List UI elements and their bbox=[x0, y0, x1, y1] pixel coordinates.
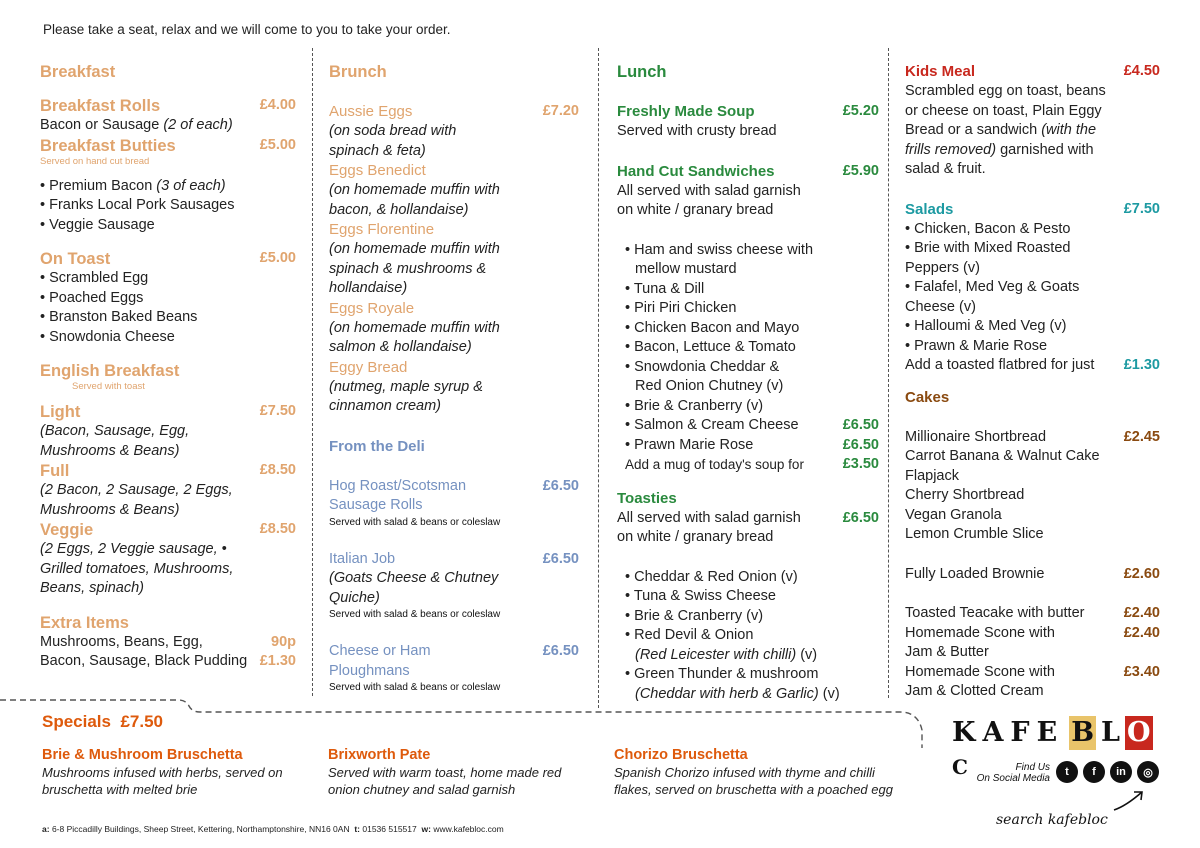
brownie-price: £2.60 bbox=[1123, 565, 1160, 582]
list-item: • Tuna & Dill bbox=[625, 280, 705, 297]
aussie-eggs-desc: (on soda bread with spinach & feta) bbox=[329, 123, 457, 159]
list-item: • Green Thunder & mushroom bbox=[625, 666, 819, 682]
on-toast-name: On Toast bbox=[40, 250, 111, 268]
soup-mug-item: Add a mug of today's soup for bbox=[625, 457, 804, 472]
list-item: • Cheddar & Red Onion (v) bbox=[625, 568, 798, 585]
kids-salads-cakes-column bbox=[905, 62, 1160, 702]
prawn-price: £6.50 bbox=[842, 436, 879, 453]
list-item: • Piri Piri Chicken bbox=[625, 300, 737, 316]
hog-roast-sub: Served with salad & beans or coleslaw bbox=[329, 516, 501, 528]
list-item: • Snowdonia Cheddar & bbox=[625, 358, 780, 375]
address: 6-8 Piccadilly Buildings, Sheep Street, Kettering, Northamptonshire, NN16 0AN bbox=[51, 824, 350, 834]
on-toast-price: £5.00 bbox=[259, 250, 296, 266]
light-name: Light bbox=[40, 403, 81, 421]
list-item: • Tuna & Swiss Cheese bbox=[625, 588, 776, 604]
breakfast-butties-price: £5.00 bbox=[259, 136, 296, 153]
linkedin-icon[interactable]: in bbox=[1110, 761, 1132, 783]
social-media-label: On Social Media bbox=[976, 773, 1050, 784]
scone-butter-item: Homemade Scone with Jam & Butter bbox=[905, 624, 1055, 660]
eggs-florentine-desc: (on homemade muffin with spinach & mushrooms & hollandaise) bbox=[329, 241, 500, 296]
list-item: mellow mustard bbox=[635, 261, 737, 277]
teacake-item: Toasted Teacake with butter bbox=[905, 605, 1085, 621]
instagram-icon[interactable]: ◎ bbox=[1137, 761, 1159, 783]
eggs-benedict-name: Eggs Benedict bbox=[329, 162, 426, 179]
eggs-florentine-name: Eggs Florentine bbox=[329, 221, 435, 238]
divider-2 bbox=[598, 48, 599, 708]
brownie-item: Fully Loaded Brownie bbox=[905, 565, 1045, 582]
kids-meal-desc: Scrambled egg on toast, beans or cheese on toast, Plain Eggy Bread or a sandwich bbox=[905, 83, 1106, 138]
prawn-item: • Prawn Marie Rose bbox=[625, 436, 754, 453]
divider-1 bbox=[312, 48, 313, 696]
list-item: • Branston Baked Beans bbox=[40, 309, 198, 325]
footer: a: 6-8 Piccadilly Buildings, Sheep Street, Kettering, Northamptonshire, NN16 0AN t: 01536 515517 w: www.kafebloc.com bbox=[42, 824, 504, 834]
cake-item: Millionaire Shortbread bbox=[905, 428, 1047, 445]
aussie-eggs-name: Aussie Eggs bbox=[329, 103, 413, 120]
english-breakfast-sub: Served with toast bbox=[72, 381, 145, 392]
soup-desc: Served with crusty bread bbox=[617, 123, 777, 139]
scone-butter-price: £2.40 bbox=[1123, 624, 1160, 641]
english-breakfast-name: English Breakfast bbox=[40, 362, 180, 380]
kids-meal-desc-2: garnished with salad & fruit. bbox=[905, 141, 1094, 177]
breakfast-column bbox=[40, 62, 296, 672]
extra-line-1: Mushrooms, Beans, Egg, bbox=[40, 633, 203, 650]
brunch-title: Brunch bbox=[329, 63, 387, 81]
list-item: • Franks Local Pork Sausages bbox=[40, 197, 235, 213]
social-block bbox=[968, 762, 1153, 784]
hog-roast-price: £6.50 bbox=[542, 477, 579, 494]
scone-cream-price: £3.40 bbox=[1123, 663, 1160, 680]
breakfast-rolls-desc-it: (2 of each) bbox=[163, 117, 233, 133]
arrow-icon bbox=[1112, 788, 1148, 814]
specials-price: £7.50 bbox=[120, 712, 163, 731]
salmon-item: • Salmon & Cream Cheese bbox=[625, 417, 799, 433]
light-price: £7.50 bbox=[259, 403, 296, 419]
find-us-label: Find Us bbox=[1015, 762, 1050, 773]
sandwiches-price: £5.90 bbox=[842, 162, 879, 179]
salads-name: Salads bbox=[905, 200, 954, 218]
intro-text: Please take a seat, relax and we will come to you to take your order. bbox=[43, 22, 451, 37]
breakfast-rolls-desc: Bacon or Sausage bbox=[40, 117, 160, 133]
veggie-desc: (2 Eggs, 2 Veggie sausage, • Grilled tomatoes, Mushrooms, Beans, spinach) bbox=[40, 541, 234, 596]
extra-price-1: 90p bbox=[271, 633, 296, 650]
kafe-bloc-logo: K A F E B L OC bbox=[952, 717, 1151, 779]
facebook-icon[interactable]: f bbox=[1083, 761, 1105, 783]
deli-title: From the Deli bbox=[329, 437, 425, 455]
extra-price-2: £1.30 bbox=[259, 653, 296, 669]
eggy-bread-desc: (nutmeg, maple syrup & cinnamon cream) bbox=[329, 378, 483, 414]
hog-roast-name: Hog Roast/Scotsman Sausage Rolls bbox=[329, 477, 467, 513]
list-item: • Brie with Mixed Roasted Peppers (v) bbox=[905, 240, 1071, 276]
list-item: • Falafel, Med Veg & Goats Cheese (v) bbox=[905, 279, 1080, 315]
eggs-royale-name: Eggs Royale bbox=[329, 299, 415, 317]
list-item: • Veggie Sausage bbox=[40, 216, 155, 233]
special-item: Chorizo Bruschetta Spanish Chorizo infused with thyme and chilli flakes, served on bruschetta with a poached egg bbox=[614, 747, 893, 797]
phone: 01536 515517 bbox=[362, 824, 417, 834]
soup-name: Freshly Made Soup bbox=[617, 103, 755, 120]
breakfast-rolls-price: £4.00 bbox=[259, 97, 296, 113]
list-item: • Red Devil & Onion bbox=[625, 627, 754, 643]
list-item: • Scrambled Egg bbox=[40, 270, 149, 286]
kids-meal-desc-it: (with the frills removed) bbox=[905, 122, 1097, 158]
cake-item: Cherry Shortbread bbox=[905, 487, 1025, 503]
light-desc: (Bacon, Sausage, Egg, Mushrooms & Beans) bbox=[40, 423, 190, 459]
cakes-price-1: £2.45 bbox=[1123, 428, 1160, 445]
flatbread-price: £1.30 bbox=[1123, 357, 1160, 373]
soup-price: £5.20 bbox=[842, 103, 879, 119]
cake-item: Carrot Banana & Walnut Cake bbox=[905, 448, 1100, 464]
extra-line-2: Bacon, Sausage, Black Pudding bbox=[40, 653, 248, 669]
full-desc: (2 Bacon, 2 Sausage, 2 Eggs, Mushrooms & Beans) bbox=[40, 482, 233, 518]
scone-cream-item: Homemade Scone with Jam & Clotted Cream bbox=[905, 663, 1055, 699]
website-link[interactable]: www.kafebloc.com bbox=[433, 824, 504, 834]
special-item: Brixworth Pate Served with warm toast, home made red onion chutney and salad garnish bbox=[328, 747, 562, 797]
special-item: Brie & Mushroom Bruschetta Mushrooms infused with herbs, served on bruschetta with melted brie bbox=[42, 747, 283, 797]
list-item: • Bacon, Lettuce & Tomato bbox=[625, 339, 796, 355]
list-item: • Poached Eggs bbox=[40, 289, 144, 306]
list-item: • Brie & Cranberry (v) bbox=[625, 397, 764, 414]
veggie-price: £8.50 bbox=[259, 521, 296, 537]
lunch-column bbox=[617, 62, 879, 704]
aussie-eggs-price: £7.20 bbox=[542, 103, 579, 119]
breakfast-butties-name: Breakfast Butties bbox=[40, 136, 176, 155]
search-kafebloc: search kafebloc bbox=[996, 812, 1108, 828]
list-item: • Brie & Cranberry (v) bbox=[625, 607, 764, 624]
teacake-price: £2.40 bbox=[1123, 605, 1160, 621]
italian-job-price: £6.50 bbox=[542, 550, 579, 567]
sandwiches-desc: All served with salad garnish on white / granary bread bbox=[617, 182, 801, 218]
toasties-price: £6.50 bbox=[842, 509, 879, 526]
specials-title: Specials £7.50 bbox=[42, 712, 163, 731]
lunch-title: Lunch bbox=[617, 63, 667, 81]
divider-3 bbox=[888, 48, 889, 698]
list-item: (Red Leicester with chilli) (v) bbox=[635, 646, 818, 663]
list-item: • Snowdonia Cheese bbox=[40, 328, 175, 345]
cake-item: Flapjack bbox=[905, 467, 959, 484]
cake-item: Vegan Granola bbox=[905, 506, 1002, 523]
veggie-name: Veggie bbox=[40, 521, 94, 539]
salmon-price: £6.50 bbox=[842, 417, 879, 433]
extra-items-name: Extra Items bbox=[40, 613, 129, 632]
italian-job-sub: Served with salad & beans or coleslaw bbox=[329, 609, 501, 620]
italian-job-name: Italian Job bbox=[329, 550, 396, 567]
ploughmans-name: Cheese or Ham Ploughmans bbox=[329, 643, 431, 679]
eggs-benedict-desc: (on homemade muffin with bacon, & hollandaise) bbox=[329, 182, 500, 218]
list-item: Red Onion Chutney (v) bbox=[635, 378, 784, 394]
kids-meal-name: Kids Meal bbox=[905, 63, 976, 80]
cakes-title: Cakes bbox=[905, 388, 950, 406]
breakfast-butties-sub: Served on hand cut bread bbox=[40, 155, 150, 167]
kids-meal-price: £4.50 bbox=[1123, 63, 1160, 79]
ploughmans-sub: Served with salad & beans or coleslaw bbox=[329, 682, 501, 693]
list-item: • Premium Bacon (3 of each) bbox=[40, 177, 226, 194]
salads-price: £7.50 bbox=[1123, 200, 1160, 217]
eggs-royale-desc: (on homemade muffin with salmon & hollandaise) bbox=[329, 319, 500, 355]
breakfast-title: Breakfast bbox=[40, 63, 116, 81]
sandwiches-name: Hand Cut Sandwiches bbox=[617, 162, 775, 180]
soup-mug-price: £3.50 bbox=[842, 456, 879, 472]
full-price: £8.50 bbox=[259, 462, 296, 478]
list-item: • Halloumi & Med Veg (v) bbox=[905, 318, 1067, 334]
ploughmans-price: £6.50 bbox=[542, 643, 579, 659]
toasties-name: Toasties bbox=[617, 489, 677, 507]
list-item: • Ham and swiss cheese with bbox=[625, 241, 814, 258]
breakfast-rolls-name: Breakfast Rolls bbox=[40, 97, 161, 115]
list-item: (Cheddar with herb & Garlic) (v) bbox=[635, 685, 840, 702]
italian-job-desc: (Goats Cheese & Chutney Quiche) bbox=[329, 570, 499, 606]
toasties-desc: All served with salad garnish on white / granary bread bbox=[617, 509, 801, 545]
twitter-icon[interactable]: t bbox=[1056, 761, 1078, 783]
list-item: • Chicken Bacon and Mayo bbox=[625, 319, 800, 336]
eggy-bread-name: Eggy Bread bbox=[329, 358, 408, 376]
brunch-column bbox=[329, 62, 579, 695]
full-name: Full bbox=[40, 462, 70, 480]
list-item: • Prawn & Marie Rose bbox=[905, 337, 1048, 354]
cake-item: Lemon Crumble Slice bbox=[905, 526, 1044, 542]
flatbread-item: Add a toasted flatbred for just bbox=[905, 357, 1095, 373]
list-item: • Chicken, Bacon & Pesto bbox=[905, 220, 1071, 237]
